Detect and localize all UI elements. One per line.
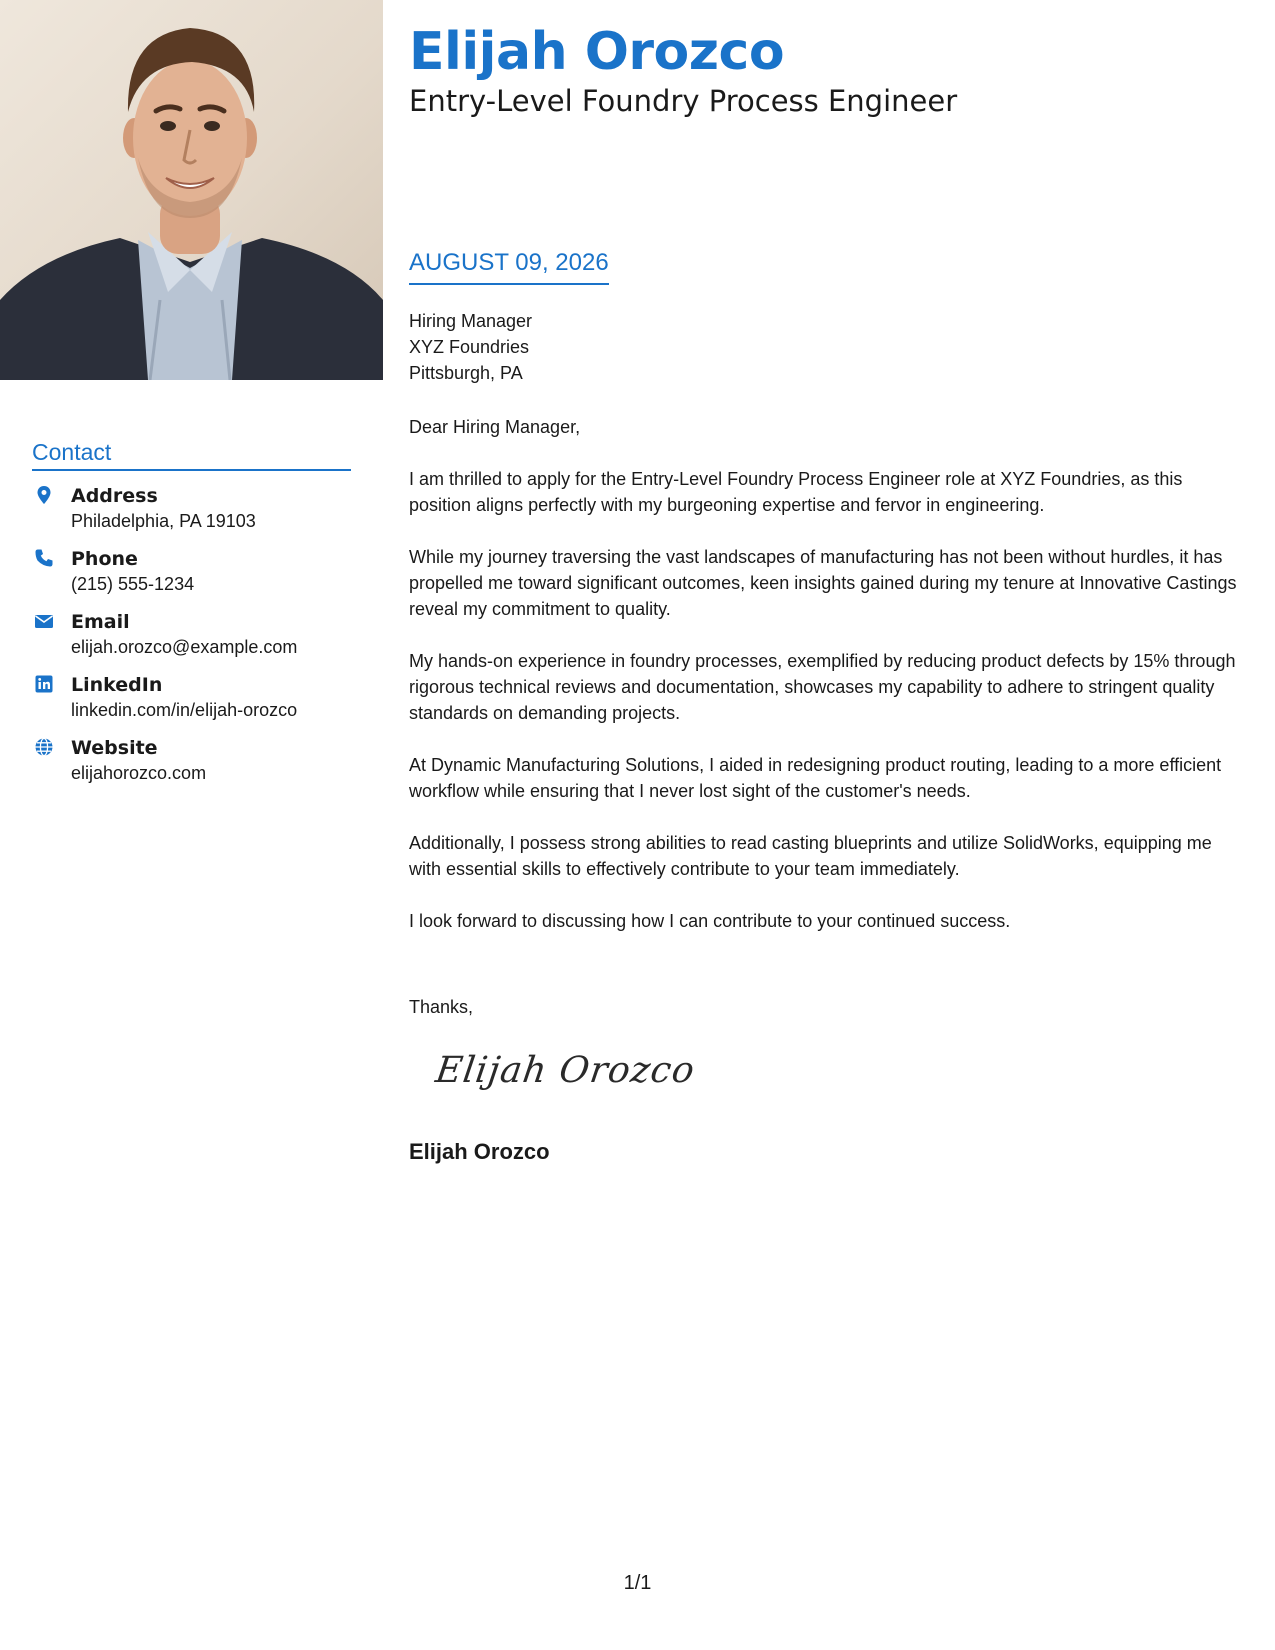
greeting: Dear Hiring Manager, [409,417,581,437]
candidate-name: Elijah Orozco [409,22,785,82]
letter-body [409,414,1239,960]
contact-value: Philadelphia, PA 19103 [71,511,256,531]
page-number: 1/1 [623,1572,652,1594]
contact-item-website [32,736,362,799]
signature: Elijah Orozco [433,1050,698,1091]
contact-value: elijah.orozco@example.com [71,637,298,657]
letter-date: AUGUST 09, 2026 [409,249,609,285]
contact-label: Address [71,485,158,507]
contact-label: Phone [71,548,138,570]
recipient-block [409,308,532,386]
globe-icon [34,737,54,757]
email-icon [34,611,54,631]
contact-list [32,484,362,799]
contact-value: elijahorozco.com [71,763,207,783]
contact-heading: Contact [32,439,351,471]
contact-label: LinkedIn [71,674,163,696]
linkedin-icon [34,674,54,694]
contact-item-address [32,484,362,547]
map-pin-icon [34,485,54,505]
job-title: Entry-Level Foundry Process Engineer [409,84,958,118]
recipient-company: XYZ Foundries [409,337,530,357]
contact-label: Website [71,737,158,759]
paragraph: I am thrilled to apply for the Entry-Level Foundry Process Engineer role at XYZ Foundries, as this position aligns perfectly with my burgeoning expertise and fervor in engineering. [409,469,1183,515]
contact-value: linkedin.com/in/elijah-orozco [71,700,298,720]
closing: Thanks, [409,997,474,1017]
paragraph: I look forward to discussing how I can contribute to your continued success. [409,911,1011,931]
contact-item-linkedin [32,673,362,736]
profile-photo [0,0,383,380]
recipient-title: Hiring Manager [409,311,533,331]
contact-value: (215) 555-1234 [71,574,195,594]
recipient-location: Pittsburgh, PA [409,363,523,383]
paragraph: While my journey traversing the vast landscapes of manufacturing has not been without hurdles, it has propelled me toward significant outcomes, keen insights gained during my tenure at Innovative Castings reveal my commitment to quality. [409,547,1237,619]
signer-name: Elijah Orozco [409,1139,550,1164]
paragraph: At Dynamic Manufacturing Solutions, I aided in redesigning product routing, leading to a more efficient workflow while ensuring that I never lost sight of the customer's needs. [409,755,1222,801]
letter-date-block [409,249,609,285]
contact-label: Email [71,611,130,633]
paragraph: My hands-on experience in foundry processes, exemplified by reducing product defects by 15% through rigorous technical reviews and documentation, showcases my capability to adhere to stringent quality standards on demanding projects. [409,651,1236,723]
contact-item-phone [32,547,362,610]
contact-item-email [32,610,362,673]
phone-icon [34,548,54,568]
paragraph: Additionally, I possess strong abilities to read casting blueprints and utilize SolidWorks, equipping me with essential skills to effectively contribute to your team immediately. [409,833,1212,879]
